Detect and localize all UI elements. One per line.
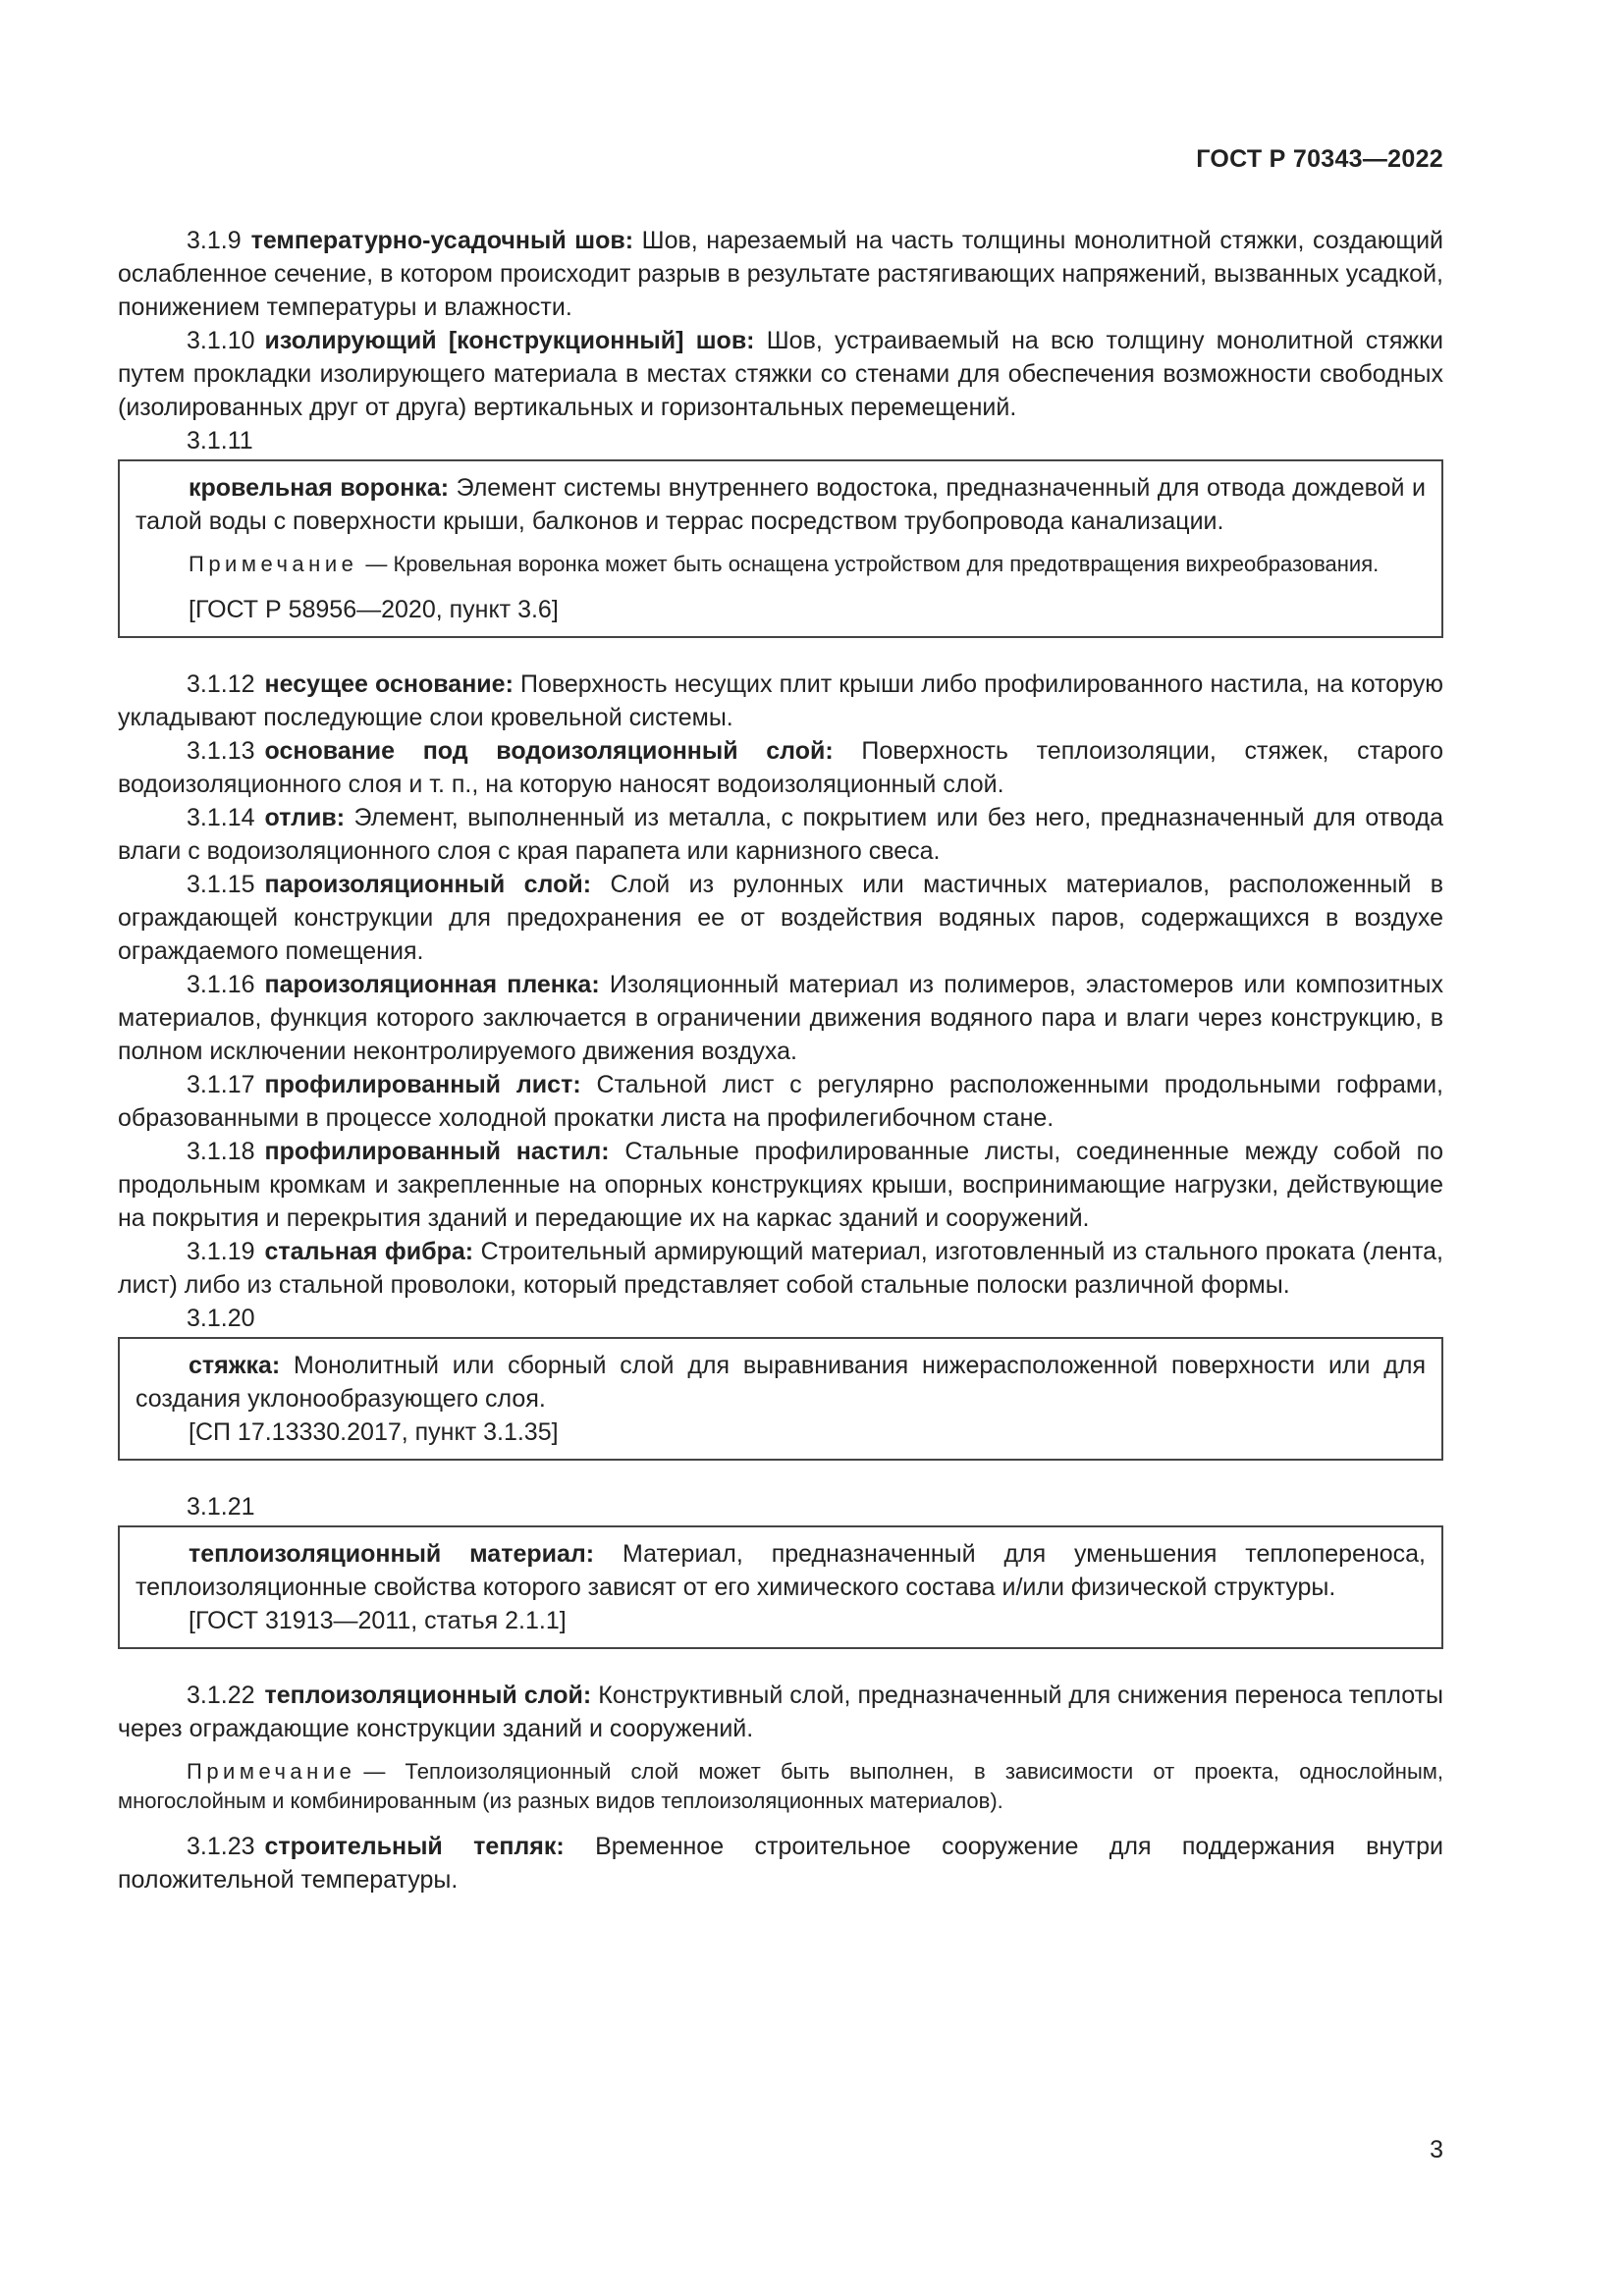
- term-entry: [118, 734, 1443, 801]
- term-name: отлив:: [264, 804, 346, 831]
- term-name: профилированный настил:: [264, 1138, 610, 1165]
- term-name: температурно-усадочный шов:: [250, 227, 634, 254]
- term-entry: [135, 471, 1426, 538]
- entry-number: 3.1.11: [187, 427, 253, 454]
- term-definition: Элемент, выполненный из металла, с покрытием или без него, предназначенный для отвода влаги с водоизоляционного слоя с края парапета или карнизного свеса.: [118, 804, 1443, 865]
- term-name: основание под водоизоляционный слой:: [264, 737, 834, 765]
- entry-number: 3.1.13: [187, 737, 255, 765]
- note-text: — Кровельная воронка может быть оснащена устройством для предотвращения вихреобразования.: [365, 552, 1380, 576]
- term-entry: [118, 1235, 1443, 1302]
- term-definition: Шов, устраиваемый на всю толщину монолитной стяжки путем прокладки изолирующего материала в местах стяжки со стенами для обеспечения возможности свободных (изолированных друг от друга) вертикальных и горизонтальных перемещений.: [118, 327, 1443, 421]
- note-label: Примечание: [189, 552, 358, 576]
- term-name: пароизоляционный слой:: [264, 871, 592, 898]
- term-definition: Элемент системы внутреннего водостока, предназначенный для отвода дождевой и талой воды с поверхности крыши, балконов и террас посредством трубопровода канализации.: [135, 474, 1426, 535]
- term-definition: Шов, нарезаемый на часть толщины монолитной стяжки, создающий ослабленное сечение, в котором происходит разрыв в результате растягивающих напряжений, вызванных усадкой, понижением температуры и влажности.: [118, 227, 1444, 321]
- document-code: ГОСТ Р 70343—2022: [1196, 145, 1443, 173]
- term-name: стальная фибра:: [264, 1238, 474, 1265]
- quoted-term-box: [118, 459, 1443, 638]
- note: [135, 550, 1426, 579]
- term-name: стяжка:: [189, 1352, 281, 1379]
- entry-number: 3.1.15: [187, 871, 255, 898]
- entry-number: 3.1.12: [187, 670, 255, 698]
- term-name: строительный тепляк:: [264, 1833, 565, 1860]
- term-entry: [118, 667, 1443, 734]
- page-number: 3: [1430, 2136, 1443, 2163]
- entry-number: 3.1.23: [187, 1833, 255, 1860]
- term-entry: [118, 1679, 1443, 1745]
- term-definition: Строительный армирующий материал, изготовленный из стального проката (лента, лист) либо из стальной проволоки, который представляет собой стальные полоски различной формы.: [118, 1238, 1443, 1299]
- term-entry: [118, 1135, 1443, 1235]
- term-definition: Временное строительное сооружение для поддержания внутри положительной температуры.: [118, 1833, 1443, 1894]
- term-name: теплоизоляционный материал:: [189, 1540, 595, 1568]
- term-definition: Поверхность несущих плит крыши либо профилированного настила, на которую укладывают последующие слои кровельной системы.: [118, 670, 1443, 731]
- entry-number: 3.1.21: [187, 1493, 255, 1521]
- term-entry: [118, 224, 1443, 324]
- term-entry: [118, 1830, 1443, 1896]
- entry-number: 3.1.17: [187, 1071, 255, 1098]
- term-entry: [118, 968, 1443, 1068]
- term-name: пароизоляционная пленка:: [264, 971, 600, 998]
- term-name: кровельная воронка:: [189, 474, 450, 502]
- term-name: несущее основание:: [264, 670, 514, 698]
- term-definition: Слой из рулонных или мастичных материалов, расположенный в ограждающей конструкции для предохранения ее от воздействия водяных паров, содержащихся в воздухе ограждаемого помещения.: [118, 871, 1444, 965]
- entry-number: 3.1.19: [187, 1238, 255, 1265]
- term-entry: [118, 324, 1443, 424]
- term-entry: [135, 1349, 1426, 1415]
- term-entry: [118, 801, 1443, 868]
- term-name: теплоизоляционный слой:: [264, 1682, 592, 1709]
- term-name: профилированный лист:: [264, 1071, 581, 1098]
- term-definition: Стальной лист с регулярно расположенными продольными гофрами, образованными в процессе холодной прокатки листа на профилегибочном стане.: [118, 1071, 1443, 1132]
- term-entry: [118, 868, 1443, 968]
- document-body: [118, 224, 1443, 1896]
- note-text: — Теплоизоляционный слой может быть выполнен, в зависимости от проекта, однослойным, многослойным и комбинированным (из разных видов теплоизоляционных материалов).: [118, 1759, 1443, 1813]
- note: [118, 1757, 1443, 1816]
- entry-number: 3.1.22: [187, 1682, 255, 1709]
- quoted-term-box: [118, 1337, 1443, 1461]
- entry-number: 3.1.9: [187, 227, 242, 254]
- term-entry: [135, 1537, 1426, 1604]
- term-name: изолирующий [конструкционный] шов:: [264, 327, 755, 354]
- term-definition: Поверхность теплоизоляции, стяжек, старого водоизоляционного слоя и т. п., на которую наносят водоизоляционный слой.: [118, 737, 1443, 798]
- entry-number: 3.1.18: [187, 1138, 255, 1165]
- source-reference: [ГОСТ 31913—2011, статья 2.1.1]: [189, 1607, 567, 1634]
- entry-number: 3.1.16: [187, 971, 255, 998]
- quoted-term-box: [118, 1525, 1443, 1649]
- entry-number: 3.1.20: [187, 1305, 255, 1332]
- entry-number: 3.1.14: [187, 804, 255, 831]
- term-definition: Материал, предназначенный для уменьшения теплопереноса, теплоизоляционные свойства которого зависят от его химического состава и/или физической структуры.: [135, 1540, 1427, 1601]
- entry-number: 3.1.10: [187, 327, 255, 354]
- source-reference: [ГОСТ Р 58956—2020, пункт 3.6]: [189, 596, 559, 623]
- term-definition: Монолитный или сборный слой для выравнивания нижерасположенной поверхности или для создания уклонообразующего слоя.: [135, 1352, 1426, 1413]
- term-definition: Стальные профилированные листы, соединенные между собой по продольным кромкам и закрепленные на опорных конструкциях крыши, воспринимающие нагрузки, действующие на покрытия и перекрытия зданий и передающие их на каркас зданий и сооружений.: [118, 1138, 1444, 1232]
- term-definition: Конструктивный слой, предназначенный для снижения переноса теплоты через ограждающие конструкции зданий и сооружений.: [118, 1682, 1444, 1742]
- note-label: Примечание: [187, 1759, 356, 1784]
- term-entry: [118, 1068, 1443, 1135]
- term-definition: Изоляционный материал из полимеров, эластомеров или композитных материалов, функция которого заключается в ограничении движения водяного пара и влаги через конструкцию, в полном исключении неконтролируемого движения воздуха.: [118, 971, 1443, 1065]
- source-reference: [СП 17.13330.2017, пункт 3.1.35]: [189, 1418, 559, 1446]
